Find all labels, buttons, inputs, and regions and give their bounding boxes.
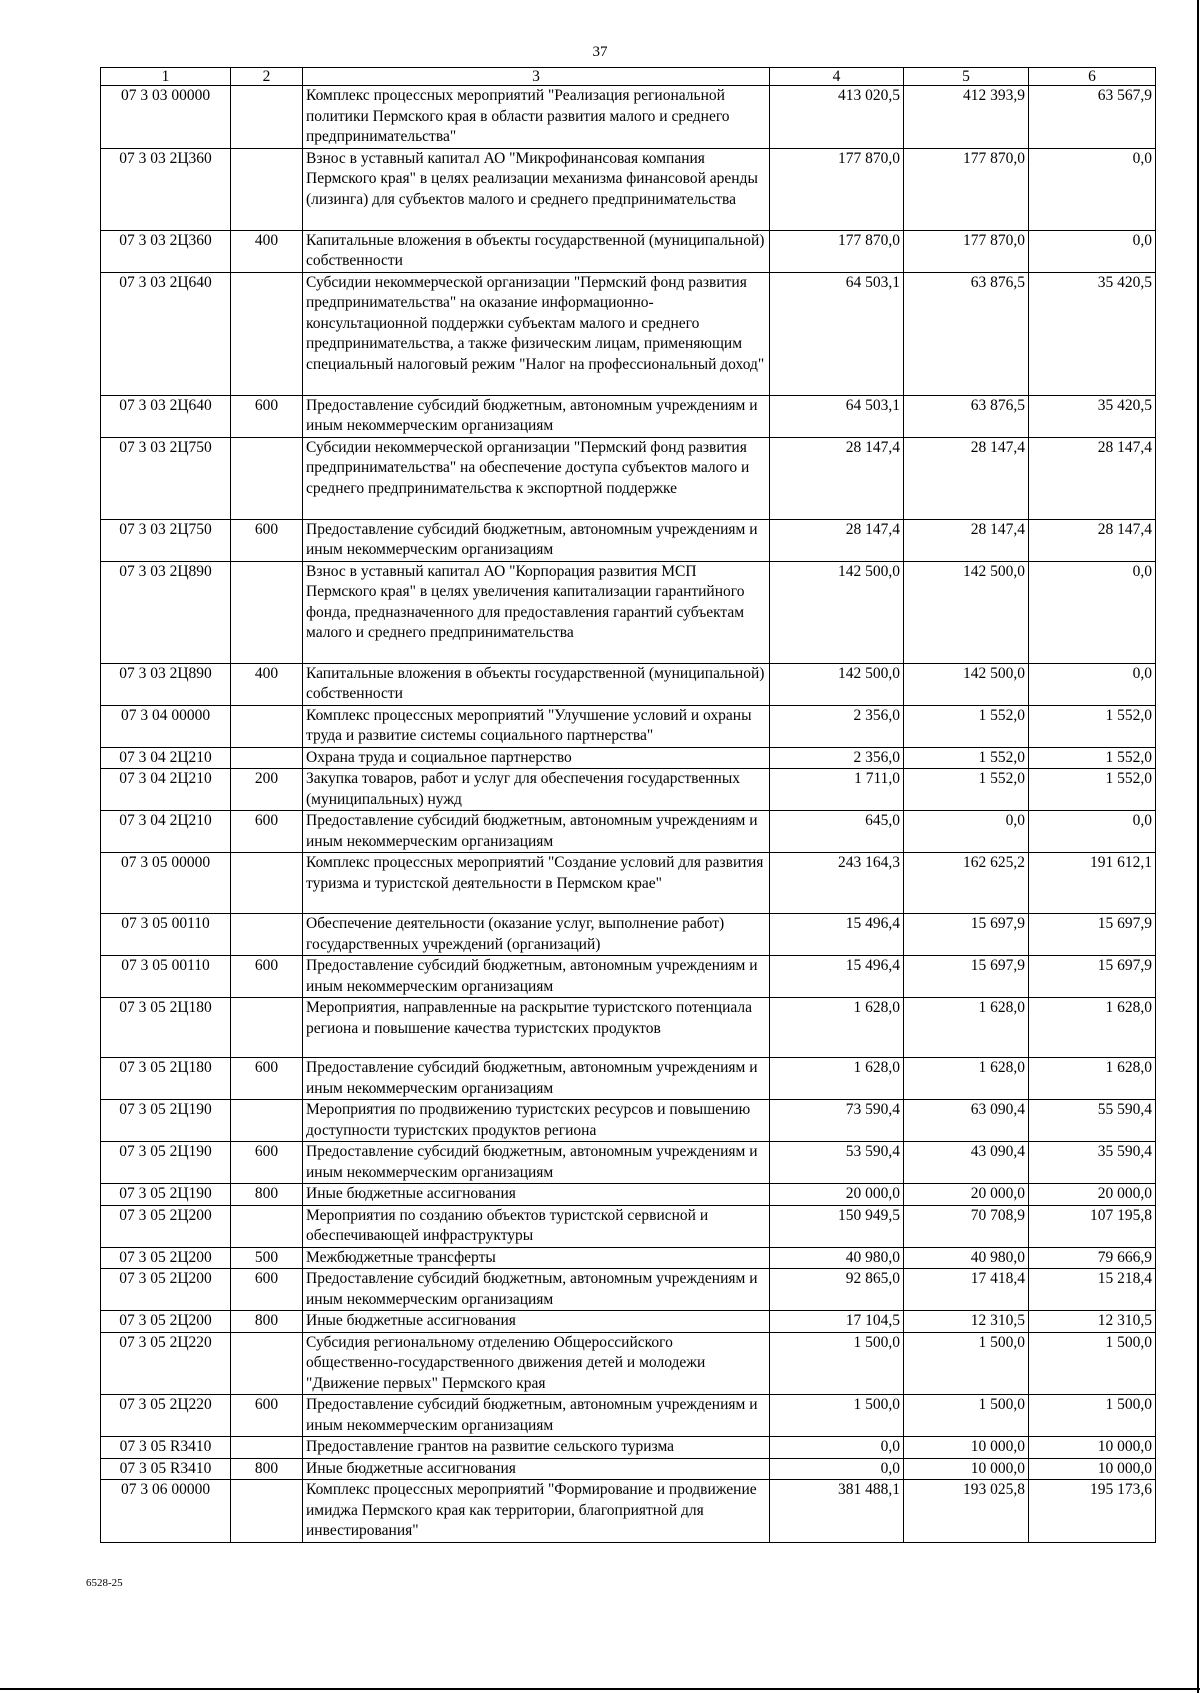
cell-value-5: 70 708,9	[904, 1205, 1029, 1247]
cell-value-5: 1 628,0	[904, 998, 1029, 1058]
cell-value-4: 243 164,3	[770, 853, 904, 914]
table-row	[101, 1437, 1156, 1459]
cell-type	[231, 705, 303, 747]
cell-code: 07 3 05 2Ц180	[101, 1058, 231, 1100]
cell-value-6: 35 420,5	[1029, 272, 1156, 395]
cell-value-4: 1 500,0	[770, 1395, 904, 1437]
table-row	[101, 914, 1156, 956]
cell-value-5: 1 552,0	[904, 705, 1029, 747]
cell-code: 07 3 05 R3410	[101, 1458, 231, 1480]
cell-code: 07 3 03 2Ц360	[101, 148, 231, 230]
cell-name: Капитальные вложения в объекты государственной (муниципальной) собственности	[303, 663, 770, 705]
table-row	[101, 811, 1156, 853]
table-row	[101, 705, 1156, 747]
cell-type: 600	[231, 395, 303, 437]
cell-code: 07 3 03 2Ц360	[101, 230, 231, 272]
cell-name: Мероприятия, направленные на раскрытие туристского потенциала региона и повышение качества туристских продуктов	[303, 998, 770, 1058]
cell-code: 07 3 05 00110	[101, 956, 231, 998]
table-row	[101, 853, 1156, 914]
cell-type	[231, 914, 303, 956]
cell-code: 07 3 03 2Ц890	[101, 561, 231, 663]
cell-type: 800	[231, 1184, 303, 1206]
table-row	[101, 230, 1156, 272]
cell-value-6: 1 628,0	[1029, 1058, 1156, 1100]
cell-code: 07 3 04 2Ц210	[101, 769, 231, 811]
cell-value-5: 193 025,8	[904, 1480, 1029, 1543]
cell-value-4: 2 356,0	[770, 747, 904, 769]
cell-code: 07 3 05 2Ц200	[101, 1269, 231, 1311]
cell-value-6: 20 000,0	[1029, 1184, 1156, 1206]
cell-value-6: 10 000,0	[1029, 1437, 1156, 1459]
cell-value-6: 1 552,0	[1029, 769, 1156, 811]
header-col-4: 4	[770, 68, 904, 86]
page-number: 37	[592, 44, 608, 60]
cell-value-6: 1 552,0	[1029, 705, 1156, 747]
cell-value-4: 0,0	[770, 1437, 904, 1459]
cell-value-4: 73 590,4	[770, 1100, 904, 1142]
cell-code: 07 3 05 R3410	[101, 1437, 231, 1459]
cell-type: 600	[231, 956, 303, 998]
cell-value-4: 142 500,0	[770, 561, 904, 663]
cell-code: 07 3 04 2Ц210	[101, 811, 231, 853]
cell-code: 07 3 05 2Ц220	[101, 1332, 231, 1395]
table-row	[101, 769, 1156, 811]
cell-code: 07 3 05 2Ц200	[101, 1311, 231, 1333]
cell-type	[231, 437, 303, 519]
cell-value-5: 1 628,0	[904, 1058, 1029, 1100]
cell-code: 07 3 06 00000	[101, 1480, 231, 1543]
budget-table	[100, 67, 1156, 1543]
cell-value-4: 15 496,4	[770, 956, 904, 998]
cell-code: 07 3 03 2Ц640	[101, 272, 231, 395]
cell-type: 600	[231, 1142, 303, 1184]
cell-value-4: 1 628,0	[770, 998, 904, 1058]
cell-name: Субсидии некоммерческой организации "Пермский фонд развития предпринимательства" на обеспечение доступа субъектов малого и среднего предпринимательства к экспортной поддержке	[303, 437, 770, 519]
header-col-6: 6	[1029, 68, 1156, 86]
cell-value-6: 12 310,5	[1029, 1311, 1156, 1333]
header-row	[101, 68, 1156, 86]
table-row	[101, 1395, 1156, 1437]
table-row	[101, 1100, 1156, 1142]
table-row	[101, 1142, 1156, 1184]
cell-type	[231, 1205, 303, 1247]
table-row	[101, 1247, 1156, 1269]
cell-type	[231, 998, 303, 1058]
cell-value-4: 1 711,0	[770, 769, 904, 811]
cell-value-5: 63 090,4	[904, 1100, 1029, 1142]
cell-value-4: 92 865,0	[770, 1269, 904, 1311]
cell-name: Предоставление субсидий бюджетным, автономным учреждениям и иным некоммерческим организациям	[303, 1058, 770, 1100]
cell-code: 07 3 05 2Ц190	[101, 1184, 231, 1206]
cell-name: Закупка товаров, работ и услуг для обеспечения государственных (муниципальных) нужд	[303, 769, 770, 811]
cell-type	[231, 1332, 303, 1395]
scan-edge-line	[0, 1688, 1200, 1690]
cell-value-5: 1 500,0	[904, 1395, 1029, 1437]
cell-value-4: 17 104,5	[770, 1311, 904, 1333]
header-col-5: 5	[904, 68, 1029, 86]
cell-value-6: 10 000,0	[1029, 1458, 1156, 1480]
cell-code: 07 3 05 2Ц200	[101, 1247, 231, 1269]
cell-type	[231, 853, 303, 914]
cell-value-4: 20 000,0	[770, 1184, 904, 1206]
cell-code: 07 3 03 2Ц640	[101, 395, 231, 437]
cell-value-5: 0,0	[904, 811, 1029, 853]
cell-value-6: 0,0	[1029, 148, 1156, 230]
table-row	[101, 1458, 1156, 1480]
cell-code: 07 3 03 2Ц890	[101, 663, 231, 705]
cell-type: 600	[231, 1058, 303, 1100]
cell-type	[231, 86, 303, 149]
cell-value-6: 55 590,4	[1029, 1100, 1156, 1142]
table-row	[101, 519, 1156, 561]
cell-value-5: 17 418,4	[904, 1269, 1029, 1311]
cell-type	[231, 1100, 303, 1142]
cell-name: Взнос в уставный капитал АО "Микрофинансовая компания Пермского края" в целях реализации механизма финансовой аренды (лизинга) для субъектов малого и среднего предпринимательства	[303, 148, 770, 230]
cell-name: Предоставление субсидий бюджетным, автономным учреждениям и иным некоммерческим организациям	[303, 395, 770, 437]
cell-type: 600	[231, 519, 303, 561]
cell-value-4: 2 356,0	[770, 705, 904, 747]
table-row	[101, 148, 1156, 230]
cell-value-6: 28 147,4	[1029, 437, 1156, 519]
cell-value-4: 64 503,1	[770, 272, 904, 395]
cell-name: Комплекс процессных мероприятий "Формирование и продвижение имиджа Пермского края как территории, благоприятной для инвестирования"	[303, 1480, 770, 1543]
cell-value-6: 15 697,9	[1029, 956, 1156, 998]
cell-name: Предоставление субсидий бюджетным, автономным учреждениям и иным некоммерческим организациям	[303, 1142, 770, 1184]
cell-type: 600	[231, 811, 303, 853]
cell-value-5: 63 876,5	[904, 395, 1029, 437]
cell-value-4: 150 949,5	[770, 1205, 904, 1247]
cell-code: 07 3 03 2Ц750	[101, 437, 231, 519]
scan-edge-line	[1197, 0, 1199, 1693]
cell-type	[231, 272, 303, 395]
cell-type: 800	[231, 1311, 303, 1333]
table-row	[101, 747, 1156, 769]
cell-value-6: 63 567,9	[1029, 86, 1156, 149]
cell-code: 07 3 05 2Ц200	[101, 1205, 231, 1247]
cell-code: 07 3 05 2Ц220	[101, 1395, 231, 1437]
cell-value-4: 53 590,4	[770, 1142, 904, 1184]
cell-type: 400	[231, 230, 303, 272]
cell-value-5: 43 090,4	[904, 1142, 1029, 1184]
cell-name: Межбюджетные трансферты	[303, 1247, 770, 1269]
cell-value-6: 15 218,4	[1029, 1269, 1156, 1311]
cell-name: Предоставление субсидий бюджетным, автономным учреждениям и иным некоммерческим организациям	[303, 811, 770, 853]
cell-code: 07 3 04 00000	[101, 705, 231, 747]
table-row	[101, 561, 1156, 663]
cell-value-5: 28 147,4	[904, 437, 1029, 519]
cell-value-5: 177 870,0	[904, 148, 1029, 230]
table-row	[101, 86, 1156, 149]
cell-value-4: 177 870,0	[770, 230, 904, 272]
cell-value-6: 1 628,0	[1029, 998, 1156, 1058]
table-row	[101, 437, 1156, 519]
cell-name: Охрана труда и социальное партнерство	[303, 747, 770, 769]
cell-name: Субсидия региональному отделению Общероссийского общественно-государственного движения детей и молодежи "Движение первых" Пермского края	[303, 1332, 770, 1395]
table-row	[101, 956, 1156, 998]
cell-name: Мероприятия по созданию объектов туристской сервисной и обеспечивающей инфраструктуры	[303, 1205, 770, 1247]
cell-value-4: 28 147,4	[770, 519, 904, 561]
cell-name: Капитальные вложения в объекты государственной (муниципальной) собственности	[303, 230, 770, 272]
table-row	[101, 1311, 1156, 1333]
cell-name: Обеспечение деятельности (оказание услуг, выполнение работ) государственных учреждений (организаций)	[303, 914, 770, 956]
cell-code: 07 3 05 2Ц190	[101, 1100, 231, 1142]
table-row	[101, 1480, 1156, 1543]
cell-type: 400	[231, 663, 303, 705]
cell-value-6: 0,0	[1029, 663, 1156, 705]
cell-value-5: 177 870,0	[904, 230, 1029, 272]
cell-name: Комплекс процессных мероприятий "Улучшение условий и охраны труда и развитие системы социального партнерства"	[303, 705, 770, 747]
cell-value-5: 1 552,0	[904, 747, 1029, 769]
cell-value-4: 1 500,0	[770, 1332, 904, 1395]
cell-value-6: 35 420,5	[1029, 395, 1156, 437]
header-col-2: 2	[231, 68, 303, 86]
cell-value-6: 107 195,8	[1029, 1205, 1156, 1247]
cell-value-4: 1 628,0	[770, 1058, 904, 1100]
cell-type: 600	[231, 1395, 303, 1437]
cell-type	[231, 561, 303, 663]
cell-value-6: 35 590,4	[1029, 1142, 1156, 1184]
cell-value-5: 15 697,9	[904, 914, 1029, 956]
cell-value-4: 40 980,0	[770, 1247, 904, 1269]
table-row	[101, 998, 1156, 1058]
cell-code: 07 3 05 00000	[101, 853, 231, 914]
header-col-1: 1	[101, 68, 231, 86]
cell-value-4: 15 496,4	[770, 914, 904, 956]
cell-type	[231, 747, 303, 769]
cell-value-5: 15 697,9	[904, 956, 1029, 998]
table-row	[101, 1269, 1156, 1311]
table-row	[101, 1332, 1156, 1395]
table-row	[101, 272, 1156, 395]
cell-type: 600	[231, 1269, 303, 1311]
cell-value-5: 142 500,0	[904, 663, 1029, 705]
cell-code: 07 3 04 2Ц210	[101, 747, 231, 769]
cell-value-5: 1 552,0	[904, 769, 1029, 811]
cell-value-6: 0,0	[1029, 230, 1156, 272]
cell-name: Предоставление субсидий бюджетным, автономным учреждениям и иным некоммерческим организациям	[303, 1269, 770, 1311]
cell-type: 800	[231, 1458, 303, 1480]
cell-name: Предоставление грантов на развитие сельского туризма	[303, 1437, 770, 1459]
cell-name: Предоставление субсидий бюджетным, автономным учреждениям и иным некоммерческим организациям	[303, 956, 770, 998]
cell-value-4: 177 870,0	[770, 148, 904, 230]
footer-code: 6528-25	[86, 1577, 123, 1589]
cell-value-5: 12 310,5	[904, 1311, 1029, 1333]
cell-value-5: 10 000,0	[904, 1458, 1029, 1480]
cell-name: Взнос в уставный капитал АО "Корпорация развития МСП Пермского края" в целях увеличения капитализации гарантийного фонда, предназначенного для предоставления гарантий субъектам малого и среднего предпринимательства	[303, 561, 770, 663]
cell-type: 500	[231, 1247, 303, 1269]
cell-value-4: 142 500,0	[770, 663, 904, 705]
cell-value-5: 1 500,0	[904, 1332, 1029, 1395]
cell-code: 07 3 05 00110	[101, 914, 231, 956]
cell-value-6: 191 612,1	[1029, 853, 1156, 914]
cell-name: Иные бюджетные ассигнования	[303, 1311, 770, 1333]
cell-value-6: 195 173,6	[1029, 1480, 1156, 1543]
cell-value-5: 10 000,0	[904, 1437, 1029, 1459]
cell-value-4: 0,0	[770, 1458, 904, 1480]
cell-value-5: 142 500,0	[904, 561, 1029, 663]
cell-value-5: 28 147,4	[904, 519, 1029, 561]
cell-value-5: 63 876,5	[904, 272, 1029, 395]
cell-value-6: 15 697,9	[1029, 914, 1156, 956]
cell-code: 07 3 05 2Ц190	[101, 1142, 231, 1184]
cell-value-6: 79 666,9	[1029, 1247, 1156, 1269]
cell-name: Субсидии некоммерческой организации "Пермский фонд развития предпринимательства" на оказание информационно-консультационной поддержки субъектам малого и среднего предпринимательства, а также физическим лицам, применяющим специальный налоговый режим "Налог на профессиональный доход"	[303, 272, 770, 395]
cell-value-5: 20 000,0	[904, 1184, 1029, 1206]
cell-name: Комплекс процессных мероприятий "Реализация региональной политики Пермского края в области развития малого и среднего предпринимательства"	[303, 86, 770, 149]
table-row	[101, 1184, 1156, 1206]
cell-value-4: 64 503,1	[770, 395, 904, 437]
cell-name: Комплекс процессных мероприятий "Создание условий для развития туризма и туристской деятельности в Пермском крае"	[303, 853, 770, 914]
cell-type	[231, 1437, 303, 1459]
cell-code: 07 3 03 2Ц750	[101, 519, 231, 561]
cell-value-4: 28 147,4	[770, 437, 904, 519]
cell-value-4: 645,0	[770, 811, 904, 853]
cell-value-5: 412 393,9	[904, 86, 1029, 149]
cell-name: Предоставление субсидий бюджетным, автономным учреждениям и иным некоммерческим организациям	[303, 1395, 770, 1437]
table-row	[101, 1205, 1156, 1247]
cell-name: Иные бюджетные ассигнования	[303, 1184, 770, 1206]
cell-value-4: 381 488,1	[770, 1480, 904, 1543]
header-col-3: 3	[303, 68, 770, 86]
cell-value-5: 162 625,2	[904, 853, 1029, 914]
cell-value-6: 1 500,0	[1029, 1332, 1156, 1395]
cell-value-6: 1 552,0	[1029, 747, 1156, 769]
cell-code: 07 3 03 00000	[101, 86, 231, 149]
cell-value-4: 413 020,5	[770, 86, 904, 149]
cell-type: 200	[231, 769, 303, 811]
cell-name: Иные бюджетные ассигнования	[303, 1458, 770, 1480]
cell-type	[231, 148, 303, 230]
cell-value-6: 0,0	[1029, 561, 1156, 663]
cell-name: Мероприятия по продвижению туристских ресурсов и повышению доступности туристских продуктов региона	[303, 1100, 770, 1142]
cell-name: Предоставление субсидий бюджетным, автономным учреждениям и иным некоммерческим организациям	[303, 519, 770, 561]
cell-value-5: 40 980,0	[904, 1247, 1029, 1269]
table-row	[101, 395, 1156, 437]
cell-value-6: 1 500,0	[1029, 1395, 1156, 1437]
table-row	[101, 1058, 1156, 1100]
cell-code: 07 3 05 2Ц180	[101, 998, 231, 1058]
cell-type	[231, 1480, 303, 1543]
table-row	[101, 663, 1156, 705]
cell-value-6: 28 147,4	[1029, 519, 1156, 561]
cell-value-6: 0,0	[1029, 811, 1156, 853]
